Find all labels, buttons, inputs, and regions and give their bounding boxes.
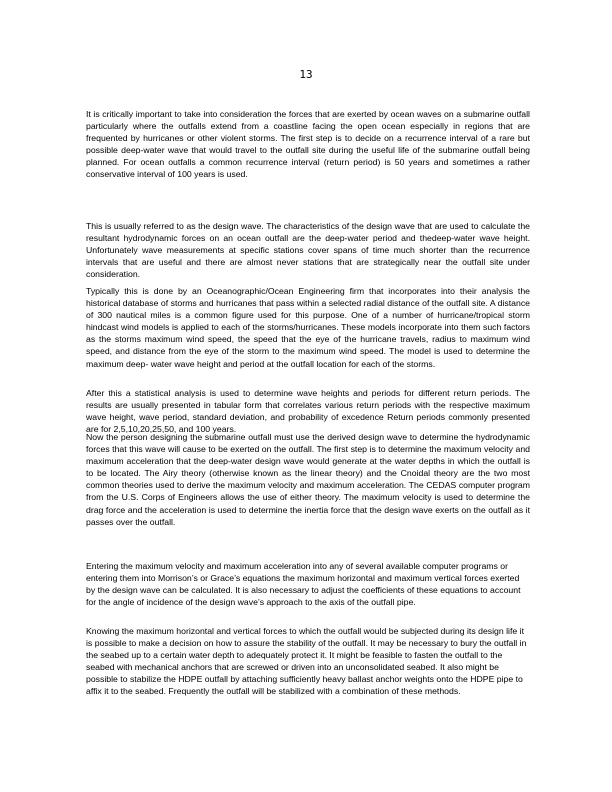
paragraph-outfall-stability: Knowing the maximum horizontal and vertical forces to which the outfall would be subjected during its design life it is possible to make a decision on how to assure the stability of the outfall. It may be necessary to bury the outfall in the seabed up to a certain water depth to adequately protect it. It might be feasible to fasten the outfall to the seabed with mechanical anchors that are screwed or driven into an unconsolidated seabed. It also might be possible to stabilize the HDPE outfall by attaching sufficiently heavy ballast anchor weights onto the HDPE pipe to affix it to the seabed. Frequently the outfall will be stabilized with a combination of these methods. xyxy=(86,626,527,697)
page-number: 13 xyxy=(299,68,313,81)
paragraph-design-wave-intro: It is critically important to take into consideration the forces that are exerted by ocean waves on a submarine outfall particularly where the outfalls extend from a coastline facing the open ocean especially in regions that are frequented by hurricanes or other violent storms. The first step is to decide on a recurrence interval of a rare but possible deep-water wave that would travel to the outfall site during the useful life of the submarine outfall being planned. For ocean outfalls a common recurrence interval (return period) is 50 years and sometimes a rather conservative interval of 100 years is used. xyxy=(86,109,530,180)
paragraph-hindcast-models: Typically this is done by an Oceanographic/Ocean Engineering firm that incorporates into their analysis the historical database of storms and hurricanes that pass within a selected radial distance of the outfall site. A distance of 300 nautical miles is a common figure used for this purpose. One of a number of hurricane/tropical storm hindcast wind models is applied to each of the storms/hurricanes. These models incorporate into them such factors as the storms maximum wind speed, the speed that the eye of the hurricane travels, radius to maximum wind speed, and distance from the eye of the storm to the maximum wind speed. The model is used to determine the maximum deep- water wave height and period at the outfall location for each of the storms. xyxy=(86,286,530,369)
paragraph-hydrodynamic-forces: Now the person designing the submarine outfall must use the derived design wave to determine the hydrodynamic forces that this wave will cause to be exerted on the outfall. The first step is to determine the maximum velocity and maximum acceleration that the deep-water design wave would generate at the water depths in which the outfall is to be located. The Airy theory (otherwise known as the linear theory) and the Cnoidal theory are the two most common theories used to derive the maximum velocity and maximum acceleration. The CEDAS computer program from the U.S. Corps of Engineers allows the use of either theory. The maximum velocity is used to determine the drag force and the acceleration is used to determine the inertia force that the design wave exerts on the outfall as it passes over the outfall. xyxy=(86,432,530,527)
paragraph-force-equations: Entering the maximum velocity and maximum acceleration into any of several available computer programs or entering them into Morrison’s or Grace’s equations the maximum horizontal and maximum vertical forces exerted by the design wave can be calculated. It is also necessary to adjust the coefficients of these equations to account for the angle of incidence of the design wave’s approach to the axis of the outfall pipe. xyxy=(86,561,521,608)
paragraph-statistical-analysis: After this a statistical analysis is used to determine wave heights and periods for different return periods. The results are usually presented in tabular form that correlates various return periods with the respective maximum wave height, wave period, standard deviation, and probability of excedence Return periods commonly presented are for 2,5,10,20,25,50, and 100 years. xyxy=(86,388,530,435)
paragraph-design-wave-definition: This is usually referred to as the design wave. The characteristics of the design wave that are used to calculate the resultant hydrodynamic forces on an ocean outfall are the deep-water period and thedeep-water wave height. Unfortunately wave measurements at specific stations cover spans of time much shorter than the recurrence intervals that are useful and there are almost never stations that are strategically near the outfall site under consideration. xyxy=(86,221,530,280)
